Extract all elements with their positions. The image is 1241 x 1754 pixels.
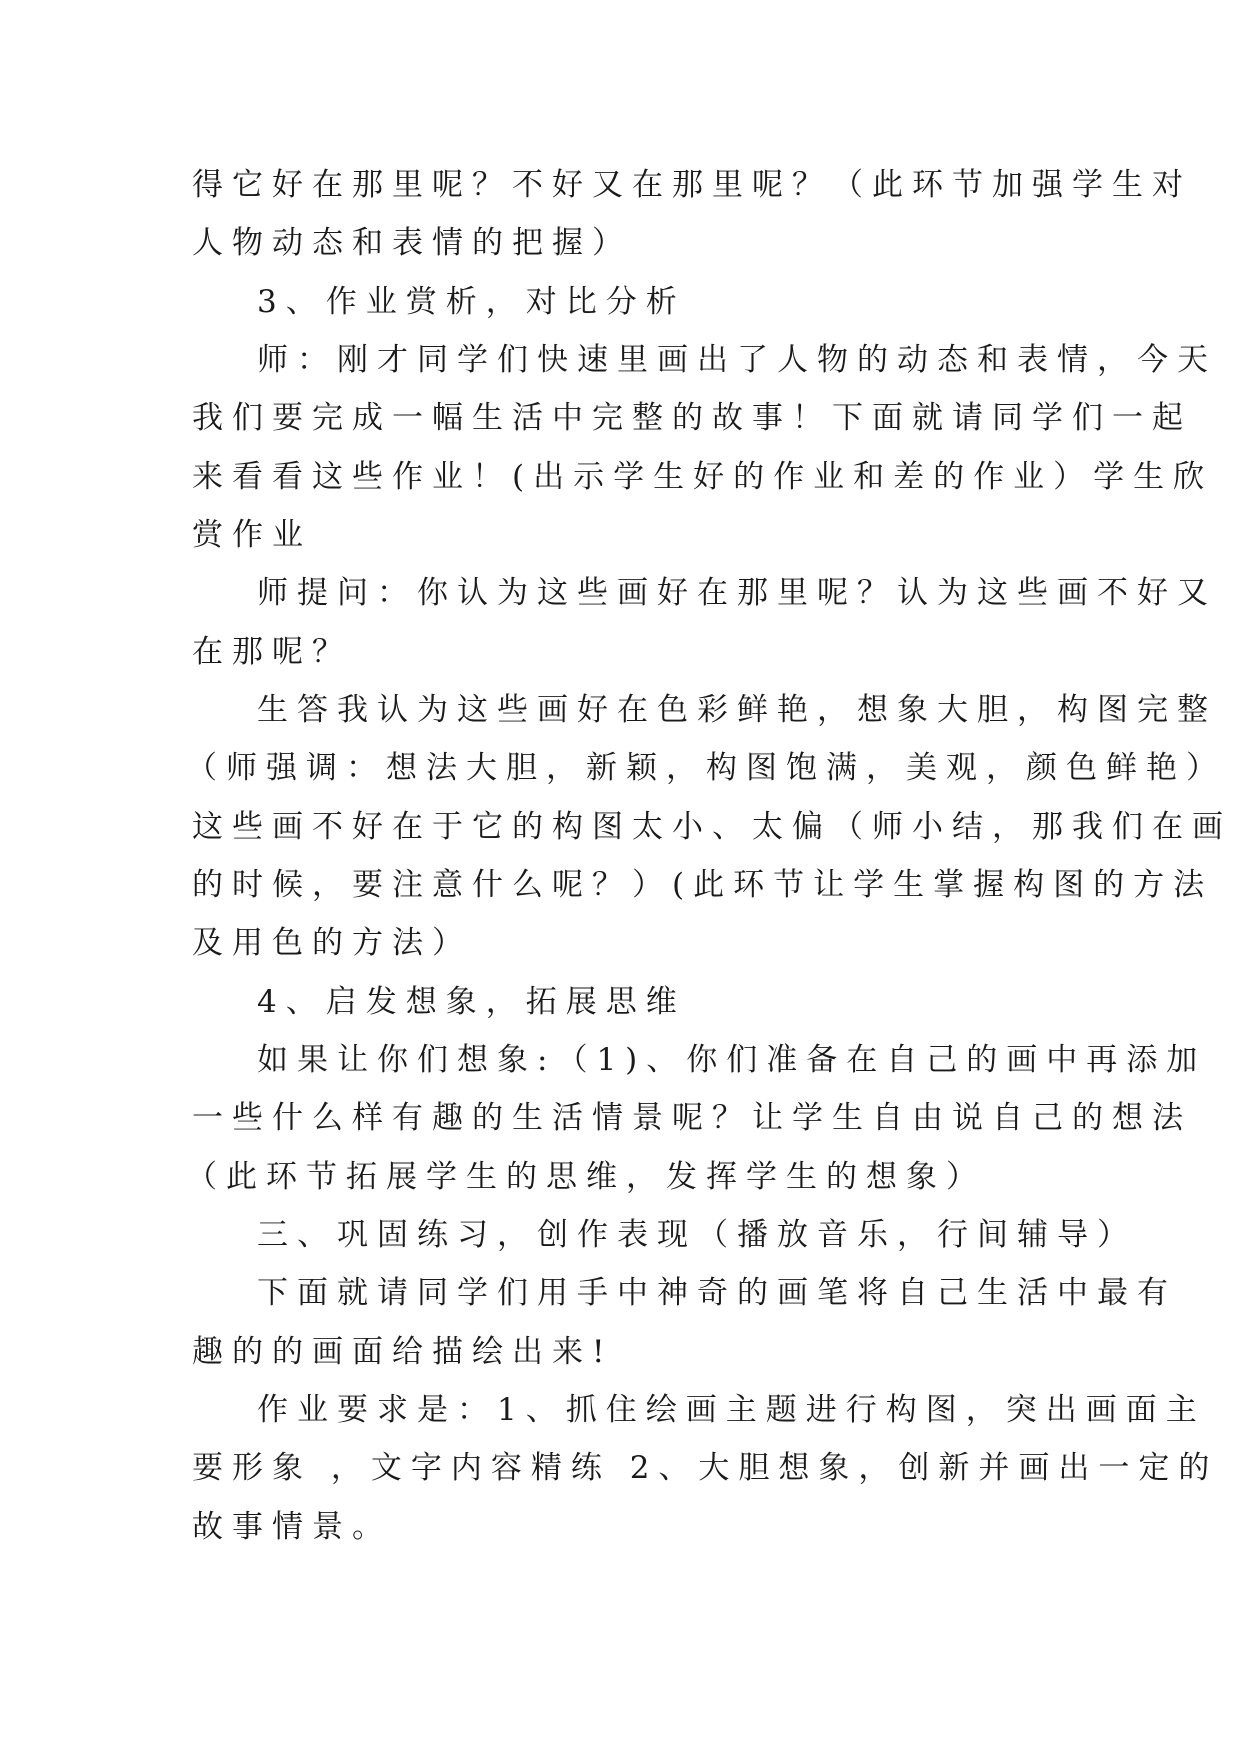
text-line-4: 师：刚才同学们快速里画出了人物的动态和表情，今天 [257, 342, 1217, 378]
text-line-21: 趣的的画面给描绘出来! [192, 1334, 614, 1370]
text-line-8: 师提问：你认为这些画好在那里呢？认为这些画不好又 [257, 575, 1217, 611]
text-line-16: 如果让你们想象:（1)、你们准备在自己的画中再添加 [257, 1042, 1207, 1078]
text-line-9: 在那呢？ [192, 634, 352, 670]
text-line-13: 的时候，要注意什么呢？）(此环节让学生掌握构图的方法 [192, 867, 1214, 903]
text-line-5: 我们要完成一幅生活中完整的故事！下面就请同学们一起 [192, 400, 1192, 436]
text-line-17: 一些什么样有趣的生活情景呢？让学生自由说自己的想法 [192, 1100, 1192, 1136]
text-line-10: 生答我认为这些画好在色彩鲜艳，想象大胆，构图完整 [257, 692, 1217, 728]
text-line-14: 及用色的方法） [192, 925, 472, 961]
text-line-20: 下面就请同学们用手中神奇的画笔将自己生活中最有 [257, 1275, 1177, 1311]
text-line-2: 人物动态和表情的把握） [192, 225, 632, 261]
section-heading-4: 4、启发想象，拓展思维 [257, 984, 686, 1020]
text-line-6: 来看看这些作业！(出示学生好的作业和差的作业）学生欣 [192, 459, 1214, 495]
text-line-18: （此环节拓展学生的思维，发挥学生的想象） [186, 1159, 986, 1195]
section-heading-3: 3、作业赏析，对比分析 [257, 284, 686, 320]
text-line-11: （师强调：想法大胆，新颖，构图饱满，美观，颜色鲜艳） [186, 750, 1226, 786]
text-line-22: 作业要求是：1、抓住绘画主题进行构图，突出画面主 [257, 1392, 1206, 1428]
text-line-24: 故事情景。 [192, 1509, 392, 1545]
text-line-12: 这些画不好在于它的构图太小、太偏（师小结，那我们在画 [192, 809, 1232, 845]
text-line-1: 得它好在那里呢？不好又在那里呢？（此环节加强学生对 [192, 167, 1192, 203]
section-heading-5: 三、巩固练习，创作表现（播放音乐，行间辅导） [257, 1217, 1137, 1253]
text-line-23: 要形象 ，文字内容精练 2、大胆想象，创新并画出一定的 [192, 1450, 1219, 1486]
text-line-7: 赏作业 [192, 517, 312, 553]
